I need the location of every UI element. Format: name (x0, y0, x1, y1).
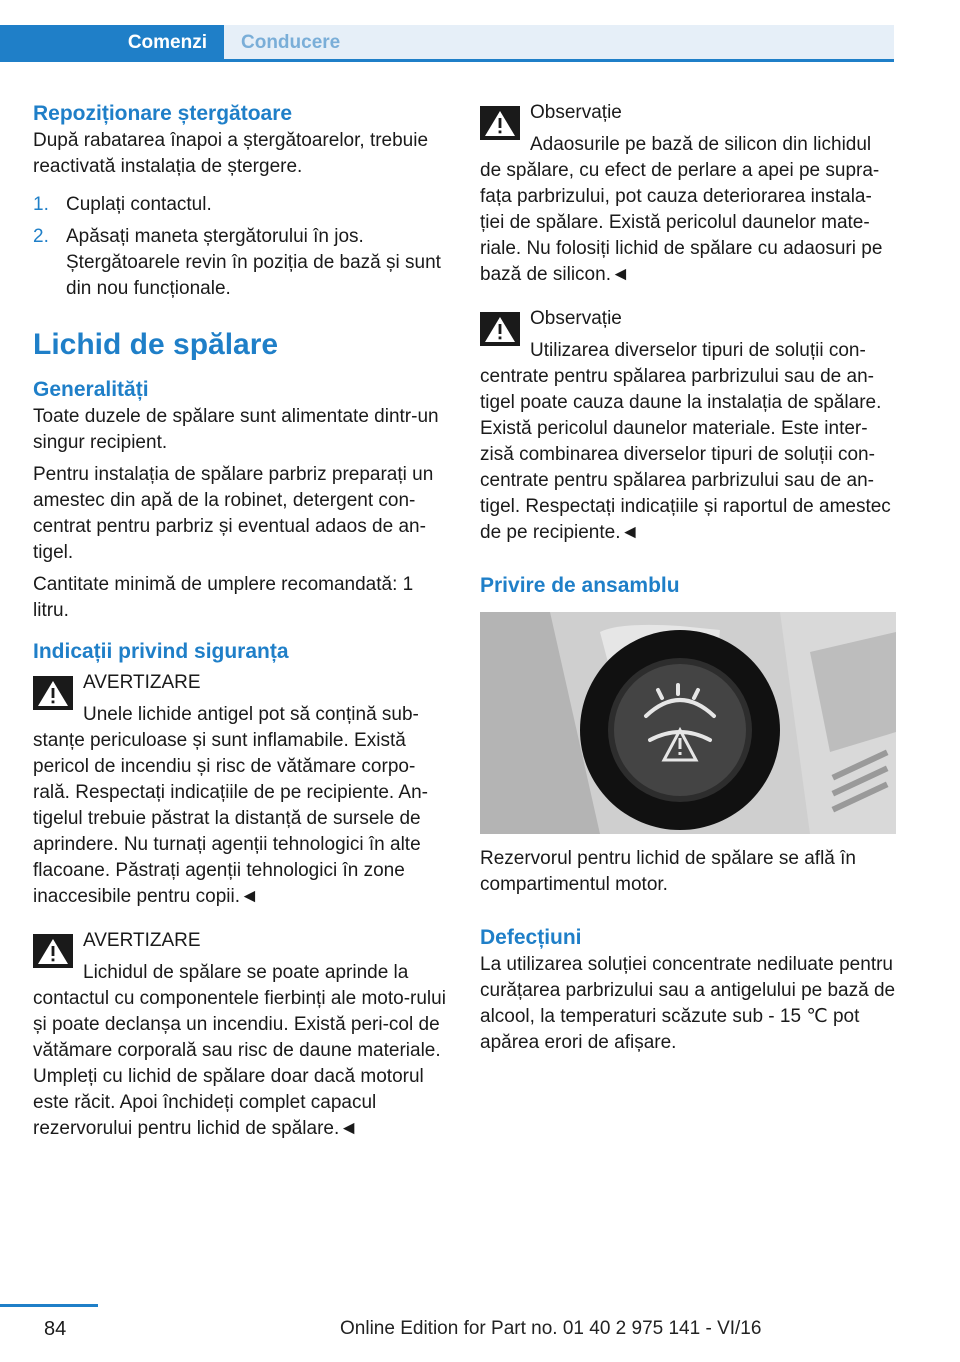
step-number: 1. (33, 194, 49, 215)
header (0, 0, 960, 64)
washer-reservoir-photo (480, 612, 896, 834)
step-number: 2. (33, 226, 49, 247)
paragraph: Toate duzele de spălare sunt alimentate dintr-un singur recipient. (33, 406, 439, 453)
note-heading: Observație (530, 102, 622, 123)
tab-conducere[interactable]: Conducere (224, 25, 894, 61)
note-text: Utilizarea diverselor tipuri de soluții con-centrate pentru spălarea parbrizului sau de an-tigel poate cauza daune la instalația de spălare. Există pericolul daunelor materiale. Este inter-zisă combinarea diverselor tipuri de soluții con-centrate pentru spălarea parbrizului sau de an-tigel. Respectați indicațiile și raportul de amestec de pe recipiente.◄ (480, 340, 891, 543)
right-column (480, 100, 896, 1056)
paragraph: Cantitate minimă de umplere recomandată: 1 litru. (33, 574, 414, 621)
section-title-overview: Privire de ansamblu (480, 574, 680, 597)
page-number: 84 (44, 1318, 67, 1340)
warning-text: Lichidul de spălare se poate aprinde la contactul cu componentele fierbinți ale moto-rului și poate declanșa un incendiu. Există peri-col de vătămare corporală sau risc de daune materiale. Umpleți cu lichid de spălare doar dacă motorul este răcit. Apoi închideți complet capacul rezervorului pentru lichid de spălare.◄ (33, 962, 446, 1139)
footer-divider (0, 1304, 98, 1307)
note-text: Adaosurile pe bază de silicon din lichidul de spălare, cu efect de perlare a apei pe supra-fața parbrizului, pot cauza deteriorarea instala-ției de spălare. Există pericolul daunelor mate-riale. Nu folosiți lichid de spălare cu adaosuri pe bază de silicon.◄ (480, 134, 883, 285)
washer-cap-illustration (480, 612, 896, 834)
paragraph: Pentru instalația de spălare parbriz preparați un amestec din apă de la robinet, detergent con-centrat pentru parbriz și eventual adaos de an-tigel. (33, 464, 434, 563)
list-item (33, 192, 449, 218)
header-divider (0, 59, 894, 62)
edition-text: Online Edition for Part no. 01 40 2 975 141 - VI/16 (340, 1318, 762, 1339)
figure-caption: Rezervorul pentru lichid de spălare se află în compartimentul motor. (480, 848, 856, 895)
warning-icon (33, 676, 73, 710)
warning-block (33, 928, 449, 1142)
paragraph: La utilizarea soluției concentrate nediluate pentru curățarea parbrizului sau a antigelului pe bază de alcool, la temperaturi scăzute sub - 15 ℃ pot apărea erori de afișare. (480, 954, 896, 1053)
list-item (33, 224, 449, 302)
warning-icon (33, 934, 73, 968)
caution-icon (480, 106, 520, 140)
left-column (33, 100, 449, 1142)
chapter-title: Lichid de spălare (33, 328, 279, 361)
section-title-faults: Defecțiuni (480, 926, 582, 949)
note-block (480, 100, 896, 288)
caution-icon (480, 312, 520, 346)
section-title-safety: Indicații privind siguranța (33, 640, 289, 663)
warning-heading: AVERTIZARE (83, 930, 201, 951)
step-text: Cuplați contactul. (66, 194, 212, 215)
warning-text: Unele lichide antigel pot să conțină sub-stanțe periculoase și sunt inflamabile. Există pericol de incendiu și risc de vătămare corpo-rală. Respectați indicațiile de pe recipiente. An-tigelul trebuie păstrat la distanță de sursele de aprindere. Nu turnați agenții tehnologici în alte flacoane. Păstrați agenții tehnologici în zone inaccesibile pentru copii.◄ (33, 704, 429, 907)
paragraph: După rabatarea înapoi a ștergătoarelor, trebuie reactivată instalația de ștergere. (33, 130, 429, 177)
steps-list (33, 192, 449, 302)
tab-comenzi[interactable]: Comenzi (0, 25, 224, 61)
warning-block (33, 670, 449, 910)
note-block (480, 306, 896, 546)
step-text: Apăsați maneta ștergătorului în jos. Ștergătoarele revin în poziția de bază și sunt din nou funcționale. (66, 226, 441, 299)
section-title-generalities: Generalități (33, 378, 149, 401)
section-title-wiper-reposition: Repoziționare ștergătoare (33, 102, 293, 125)
warning-heading: AVERTIZARE (83, 672, 201, 693)
note-heading: Observație (530, 308, 622, 329)
